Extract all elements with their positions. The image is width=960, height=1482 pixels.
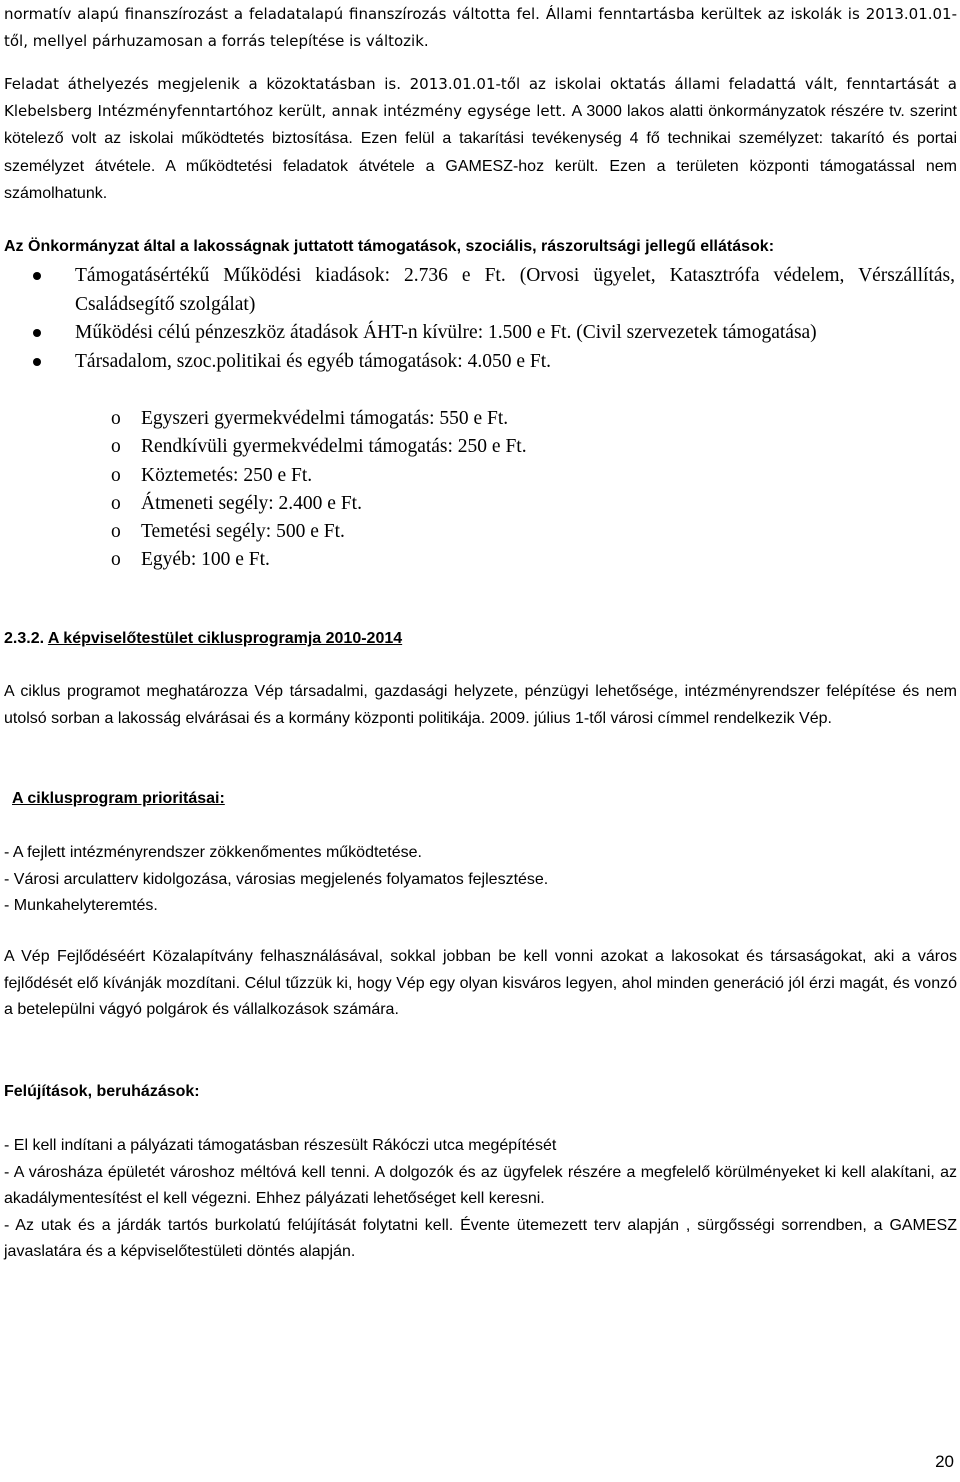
sub-list-item: o Rendkívüli gyermekvédelmi támogatás: 250 e Ft.	[0, 433, 960, 461]
sub-list-item: o Egyéb: 100 e Ft.	[0, 546, 960, 574]
section-title	[4, 626, 957, 653]
section-number: 2.3.2.	[4, 630, 45, 647]
sub-list-item: o Köztemetés: 250 e Ft.	[0, 462, 960, 490]
priorities-list	[4, 840, 957, 920]
intro-p2-a: Feladat áthelyezés megjelenik a közoktatásban is. 2013.01.01-től az iskolai oktatás állami feladattá vált, fenntartását a Klebelsberg Intézményfenntartóhoz került, annak intézmény egysége lett.	[4, 75, 957, 120]
bullet-icon	[33, 358, 41, 366]
section-paragraph-1: A ciklus programot meghatározza Vép társadalmi, gazdasági helyzete, pénzügyi lehetősége, intézményrendszer felépítése és nem utolsó sorban a lakosság elvárásai és a kormány központi politikája. 2009. július 1-től városi címmel rendelkezik Vép.	[4, 683, 957, 727]
priority-item: - Munkahelyteremtés.	[4, 897, 158, 914]
bullet-icon	[33, 329, 41, 337]
renovations-heading: Felújítások, beruházások:	[4, 1083, 200, 1100]
sub-list-item: o Átmeneti segély: 2.400 e Ft.	[0, 490, 960, 518]
intro-p1-text: normatív alapú finanszírozást a feladatalapú finanszírozás váltotta fel. Állami fenntartásba kerültek az iskolák is 2013.01.01-től, mellyel párhuzamosan a forrás telepítése is változik.	[4, 5, 957, 50]
intro-p2-b: A 3000 lakos alatti önkormányzatok részére tv. szerint kötelező volt az iskolai működtetés biztosítása. Ezen felül a takarítási tevékenység 4 fő technikai személyzet: takarító és portai személyzet átvétele.	[4, 102, 958, 175]
circle-bullet-icon: o	[111, 408, 121, 429]
sub-list-item: o Temetési segély: 500 e Ft.	[0, 518, 960, 546]
renovation-item: - El kell indítani a pályázati támogatásban részesült Rákóczi utca megépítését	[4, 1137, 557, 1154]
renovations-list	[4, 1133, 957, 1266]
circle-bullet-icon: o	[111, 549, 121, 571]
circle-bullet-icon: o	[111, 521, 121, 543]
support-heading: Az Önkormányzat által a lakosságnak juttatott támogatások, szociális, rászorultsági jellegű ellátások:	[4, 238, 775, 255]
circle-bullet-icon: o	[111, 436, 121, 458]
circle-bullet-icon: o	[111, 464, 121, 486]
page-number: 20	[935, 1452, 954, 1471]
section-title-text: A képviselőtestület ciklusprogramja 2010-2014	[47, 630, 403, 647]
circle-bullet-icon: o	[111, 492, 121, 514]
intro-p2-c: A működtetési feladatok átvétele a GAMESZ-hoz került. Ezen a területen központi támogatással nem számolhatunk.	[4, 157, 958, 202]
priorities-heading: A ciklusprogram prioritásai:	[12, 790, 225, 807]
priority-item: - Városi arculatterv kidolgozása, városias megjelenés folyamatos fejlesztése.	[4, 870, 549, 888]
sub-list-item: o Egyszeri gyermekvédelmi támogatás: 550 e Ft.	[0, 405, 960, 433]
intro-paragraph-2	[4, 71, 957, 208]
support-bullet-item: Társadalom, szoc.politikai és egyéb támogatások: 4.050 e Ft.	[0, 348, 955, 377]
section-paragraph-2: A Vép Fejlődéséért Közalapítvány felhasználásával, sokkal jobban be kell vonni azokat a lakosokat és társaságokat, aki a város fejlődését elő kívánják mozdítani. Célul tűzzük ki, hogy Vép egy olyan kisváros legyen, ahol minden generáció jól érzi magát, és vonzó a betelepülni vágyó polgárok és vállalkozások számára.	[4, 948, 957, 1018]
priority-item: - A fejlett intézményrendszer zökkenőmentes működtetése.	[4, 844, 422, 861]
support-bullet-list	[0, 262, 960, 376]
renovation-item: - A városháza épületét városhoz méltóvá kell tenni. A dolgozók és az ügyfelek részére a megfelelő körülményeket ki kell alakítani, az akadálymentesítést el kell végezni. Ehhez pályázati lehetőséget kell keresni.	[4, 1163, 957, 1207]
support-sub-list	[0, 405, 960, 575]
intro-paragraph-1	[4, 1, 957, 54]
support-bullet-item: Támogatásértékű Működési kiadások: 2.736 e Ft. (Orvosi ügyelet, Katasztrófa védelem, Vérszállítás, Családsegítő szolgálat)	[0, 262, 955, 319]
renovation-item: - Az utak és a járdák tartós burkolatú felújítását folytatni kell. Évente ütemezett terv alapján , sürgősségi sorrendben, a GAMESZ javaslatára és a képviselőtestületi döntés alapján.	[4, 1216, 957, 1260]
bullet-icon	[33, 272, 41, 280]
support-bullet-item: Működési célú pénzeszköz átadások ÁHT-n kívülre: 1.500 e Ft. (Civil szervezetek támogatása)	[0, 319, 955, 348]
